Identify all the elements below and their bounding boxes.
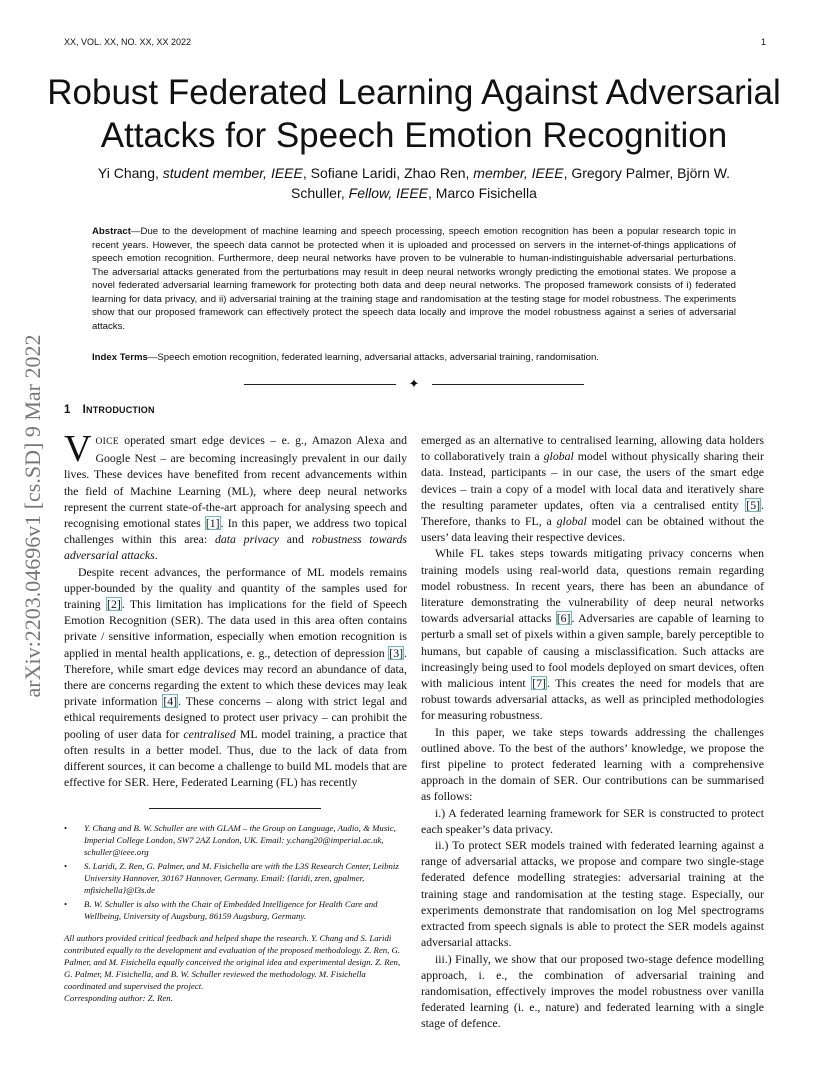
left-column: [64, 428, 407, 790]
emphasis: centralised: [183, 726, 236, 741]
author-role: student member, IEEE: [162, 165, 303, 181]
text: model can be obtained without the users’ data leaving their respective devices.: [421, 514, 764, 545]
divider-line-left: [244, 384, 396, 385]
text: . This creates the need for models that are robust towards adversarial attacks, as well as principled methodologies for measuring robustness.: [421, 676, 764, 723]
contribution-note: All authors provided critical feedback and helped shape the research. Y. Chang and S. Laridi contributed equally to the development and evaluation of the proposed methodology. Z. Ren, G. Palmer, and M. Fisichella equally conceived the original idea and experimental design. Z. Ren, G. Palmer, M. Fisichella, and B. W. Schuller reviewed the methodology. M. Fisichella coordinated and supervised the project.: [64, 933, 401, 991]
index-terms-text: —Speech emotion recognition, federated learning, adversarial attacks, adversarial training, randomisation.: [147, 352, 599, 363]
text: emerged as an alternative to centralised learning, allowing data holders to collaboratively train a: [421, 433, 764, 464]
text: model without physically sharing their data. Instead, participants – in our case, the users of the smart edge devices – train a copy of a model with local data and iteratively share the resulting parameter updates, often via a centralised entity: [421, 449, 764, 512]
citation-link[interactable]: [2]: [107, 597, 121, 612]
small-caps-word: OICE: [95, 437, 119, 447]
arxiv-identifier: [22, 291, 44, 741]
text: . Therefore, thanks to FL, a: [421, 497, 764, 529]
index-terms-label: Index Terms: [92, 352, 148, 363]
abstract: [92, 225, 736, 333]
abstract-text: —Due to the development of machine learning and speech processing, speech emotion recognition has been a popular research topic in recent years. However, the speech data cannot be protected when it is uploaded and processed on servers in the internet-of-things applications of speech emotion recognition. Furthermore, deep neural networks have proven to be vulnerable to human-indistinguishable adversarial perturbations. The adversarial attacks generated from the perturbations may result in deep neural networks wrongly predicting the emotional states. We propose a novel federated adversarial learning framework for protecting both data and deep neural networks. The proposed framework consists of i) federated learning for data privacy, and ii) adversarial training at the training stage and randomisation at the testing stage for model robustness. The experiments show that our proposed framework can effectively protect the speech data locally and improve the model robustness against a series of adversarial attacks.: [92, 226, 736, 332]
citation-link[interactable]: [5]: [746, 497, 761, 512]
text: operated smart edge devices – e. g., Amazon Alexa and Google Nest – are becoming increasingly prevalent in our daily lives. These devices have benefited from recent advancements within the field of Machine Learning (ML), where deep neural networks represent the current state-of-the-art approach for analysing speech and recognising emotional states: [64, 433, 407, 531]
text: . These concerns – along with strict legal and ethical requirements designed to protect user privacy – can prohibit the pooling of user data for: [64, 694, 407, 741]
text: . In this paper, we address two topical challenges within this area:: [64, 516, 407, 547]
section-title-initial: I: [82, 404, 87, 416]
emphasis: global: [556, 514, 587, 529]
footnotes: [64, 822, 407, 1004]
author-list: [90, 163, 738, 203]
arxiv-identifier-text: arXiv:2203.04696v1 [cs.SD] 9 Mar 2022: [20, 334, 45, 698]
author-role: member, IEEE: [473, 165, 564, 181]
abstract-label: Abstract: [92, 226, 131, 237]
text: .: [154, 548, 158, 563]
paragraph: [64, 428, 407, 564]
index-terms: [92, 351, 736, 365]
footnote-item: • S. Laridi, Z. Ren, G. Palmer, and M. Fisichella are with the L3S Research Center, Leibniz University Hannover, 30167 Hannover, Germany. Email: {laridi, zren, gpalmer, mfisichella}@l3s.de: [64, 860, 407, 896]
contribution-item: ii.) To protect SER models trained with federated learning against a range of adversarial attacks, we propose and compare two single-stage federated defence modelling strategies: adversarial training at the training stage and randomisation at the testing stage. Especially, our experiments demonstrate that randomisation on log Mel spectrograms extracted from speech signals is able to protect the SER models against adversarial attacks.: [421, 838, 764, 950]
citation-link[interactable]: [3]: [389, 645, 404, 660]
right-column: [421, 432, 764, 1032]
emphasis: robustness towards adversarial attacks: [64, 532, 407, 563]
text: . This limitation has implications for the field of Speech Emotion Recognition (SER). The data used in this area often contains private / sensitive information, especially when emotion recognition is applied in mental health applications, e. g., detection of depression: [64, 597, 407, 660]
paragraph: In this paper, we take steps towards addressing the challenges outlined above. To the best of the authors’ knowledge, we propose the first pipeline to protect federated learning with a comprehensive approach in the domain of SER. Our contributions can be summarised as follows:: [421, 724, 764, 804]
author-text: , Sofiane Laridi, Zhao Ren,: [302, 165, 474, 181]
section-divider: [244, 376, 584, 391]
page-number: 1: [760, 37, 766, 47]
paper-title: Robust Federated Learning Against Adversarial Attacks for Speech Emotion Recognition: [47, 73, 781, 155]
contribution-item: i.) A federated learning framework for SER is constructed to protect each speaker’s data privacy.: [421, 805, 764, 836]
author-text: , Marco Fisichella: [428, 185, 537, 201]
paragraph: [421, 545, 764, 723]
author-role: Fellow, IEEE: [348, 185, 429, 201]
footnote-item: • B. W. Schuller is also with the Chair of Embedded Intelligence for Health Care and Wellbeing, University of Augsburg, 86159 Augsburg, Germany.: [64, 898, 407, 922]
paragraph: [421, 432, 764, 545]
divider-star-icon: ✦: [408, 376, 420, 391]
contribution-item: iii.) Finally, we show that our proposed two-stage defence modelling approach, i. e., the combination of adversarial training and randomisation, effectively improves the model robustness over vanilla federated learning (i. e., nature) and federated learning with a single stage of defence.: [421, 951, 764, 1031]
text: and: [279, 532, 312, 547]
text: While FL takes steps towards mitigating privacy concerns when training models using real-world data, questions remain regarding model robustness. In recent years, there has been an abundance of literature demonstrating the vulnerability of deep neural networks towards adversarial attacks: [421, 546, 764, 626]
running-header: XX, VOL. XX, NO. XX, XX 2022: [64, 37, 192, 47]
citation-link[interactable]: [1]: [205, 516, 220, 531]
section-title-rest: NTRODUCTION: [86, 405, 155, 415]
emphasis: data privacy: [214, 532, 280, 547]
author-text: Yi Chang,: [97, 165, 163, 181]
section-number: 1: [64, 404, 71, 416]
text: . Adversaries are capable of learning to perturb a small set of pixels within a given sample, barely perceptible to humans, but capable of causing a misclassification. Such attacks are increasingly being used to fool models deployed on smart devices, often with malicious intent: [421, 611, 764, 691]
text: Despite recent advances, the performance of ML models remains upper-bounded by the quality and quantity of the samples used for training: [64, 564, 407, 612]
footnote-rule: [149, 808, 321, 809]
footnote-item: • Y. Chang and B. W. Schuller are with GLAM – the Group on Language, Audio, & Music, Imperial College London, SW7 2AZ London, UK. Email: y.chang20@imperial.ac.uk, schuller@ieee.org: [64, 822, 407, 858]
paragraph: [64, 564, 407, 791]
text: ML model training, a practice that often results in a better model. Thus, due to the lack of data from different sources, it can become a challenge to build ML models that are effective for SER. Here, Federated Learning (FL) has recently: [64, 726, 407, 790]
citation-link[interactable]: [6]: [556, 611, 571, 626]
citation-link[interactable]: [4]: [163, 694, 178, 709]
author-text: , Gregory Palmer, Björn W. Schuller,: [291, 165, 731, 201]
emphasis: global: [543, 449, 574, 464]
section-heading: [64, 404, 155, 416]
corresponding-author: Corresponding author: Z. Ren.: [64, 993, 173, 1003]
citation-link[interactable]: [7]: [532, 676, 546, 691]
divider-line-right: [432, 384, 584, 385]
drop-cap: V: [64, 428, 92, 470]
text: . Therefore, while smart edge devices may record an abundance of data, there are concerns regarding the extent to which these devices may leak private information: [64, 645, 407, 709]
